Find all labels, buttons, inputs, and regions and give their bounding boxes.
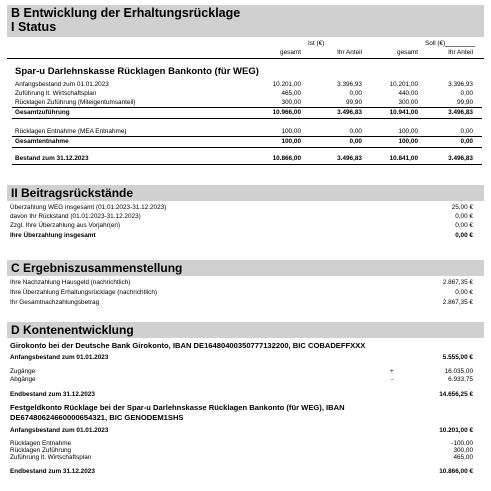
giro-zugaenge-label: Zugänge bbox=[10, 368, 36, 375]
fest-end-label: Endbestand zum 31.12.2023 bbox=[10, 468, 95, 475]
giro-abgaenge-sign: - bbox=[391, 376, 394, 383]
section-c-header bbox=[7, 260, 484, 276]
col-header-soll-anteil: Ihr Anteil bbox=[448, 49, 473, 56]
account-title: Spar-u Darlehnskasse Rücklagen Bankonto (für WEG) bbox=[15, 66, 259, 77]
fest-anfang-label: Anfangsbestand zum 01.01.2023 bbox=[10, 427, 109, 434]
giro-zugaenge-value: 16.035,00 bbox=[444, 368, 473, 375]
zufuehrung-rule-bottom bbox=[12, 118, 482, 119]
section-ii-header bbox=[7, 185, 484, 201]
fest-title-line2: DE67480624660000654321, BIC GENODEM1SHS bbox=[10, 413, 184, 422]
col-header-soll-gesamt: gesamt bbox=[397, 49, 418, 56]
section-d-title: D Kontenentwicklung bbox=[11, 323, 134, 337]
giro-title: Girokonto bei der Deutsche Bank Girokonto, IBAN DE16480400350777132200, BIC COBADEFFXXX bbox=[10, 341, 366, 350]
section-d-header bbox=[7, 322, 484, 338]
entnahme-rule bbox=[12, 136, 482, 137]
section-b-subtitle: I Status bbox=[11, 20, 57, 34]
giro-anfang-value: 5.555,00 € bbox=[442, 354, 473, 361]
giro-anfang-label: Anfangsbestand zum 01.01.2023 bbox=[10, 354, 109, 361]
entnahme-rule-bottom bbox=[12, 147, 482, 148]
fest-anfang-value: 10.201,00 € bbox=[439, 427, 473, 434]
col-group-soll: Soll (€) bbox=[425, 40, 446, 47]
header-rule bbox=[7, 58, 484, 59]
giro-abgaenge-label: Abgänge bbox=[10, 376, 36, 383]
col-header-ist-anteil: Ihr Anteil bbox=[337, 49, 362, 56]
col-group-ist: Ist (€) bbox=[308, 40, 325, 47]
zufuehrung-rule bbox=[12, 107, 482, 108]
bestand-rule bbox=[12, 164, 482, 165]
section-b-title: B Entwicklung der Erhaltungsrücklage bbox=[11, 6, 241, 20]
giro-end-label: Endbestand zum 31.12.2023 bbox=[10, 391, 95, 398]
col-header-ist-gesamt: gesamt bbox=[280, 49, 301, 56]
section-ii-title: II Beitragsrückstände bbox=[11, 186, 134, 200]
section-c-title: C Ergebniszusammenstellung bbox=[11, 261, 183, 275]
giro-end-value: 14.656,25 € bbox=[439, 391, 473, 398]
soll-underline bbox=[445, 46, 475, 47]
fest-end-value: 10.866,00 € bbox=[439, 468, 473, 475]
giro-zugaenge-sign: + bbox=[390, 368, 394, 375]
section-b-header bbox=[7, 5, 484, 37]
fest-title-line1: Festgeldkonto Rücklage bei der Spar-u Darlehnskasse Rücklagen Bankonto (für WEG), IBAN bbox=[10, 403, 345, 412]
giro-abgaenge-value: 6.933,75 bbox=[448, 376, 473, 383]
